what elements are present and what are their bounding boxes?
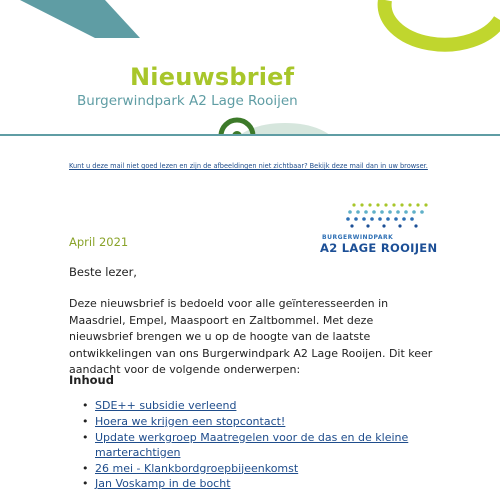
header-divider <box>0 134 500 136</box>
table-of-contents <box>78 398 438 492</box>
logo-small-text: BURGERWINDPARK <box>322 234 394 241</box>
windpark-logo <box>318 202 438 255</box>
lime-arc-shape <box>385 0 500 45</box>
toc-item <box>78 461 438 476</box>
teal-band-shape <box>20 0 140 38</box>
newsletter-header <box>0 0 500 136</box>
toc-item <box>78 398 438 413</box>
toc-item <box>78 476 438 491</box>
newsletter-date: April 2021 <box>69 235 129 249</box>
toc-link-klankbordgroep[interactable]: 26 mei - Klankbordgroepbijeenkomst <box>95 461 299 475</box>
toc-link-werkgroep-das[interactable]: Update werkgroep Maatregelen voor de das en de kleine marterachtigen <box>95 430 409 459</box>
greeting: Beste lezer, <box>69 265 137 279</box>
toc-link-stopcontact[interactable]: Hoera we krijgen een stopcontact! <box>95 414 286 428</box>
toc-item <box>78 414 438 429</box>
view-in-browser-link[interactable]: Kunt u deze mail niet goed lezen en zijn de afbeeldingen niet zichtbaar? Bekijk deze mail dan in uw browser. <box>69 162 428 170</box>
newsletter-title: Nieuwsbrief <box>130 63 295 91</box>
newsletter-subtitle: Burgerwindpark A2 Lage Rooijen <box>77 93 298 109</box>
toc-title: Inhoud <box>69 373 114 387</box>
logo-dots-graphic <box>318 202 432 234</box>
toc-link-jan-voskamp[interactable]: Jan Voskamp in de bocht <box>95 477 231 491</box>
logo-main-text: A2 LAGE ROOIJEN <box>320 241 438 255</box>
toc-link-sde-subsidie[interactable]: SDE++ subsidie verleend <box>95 399 237 412</box>
toc-item <box>78 430 438 460</box>
intro-paragraph: Deze nieuwsbrief is bedoeld voor alle geïnteresseerden in Maasdriel, Empel, Maaspoort en Zaltbommel. Met deze nieuwsbrief brengen we u op de hoogte van de laatste ontwikkelingen van ons Burgerwindpark A2 Lage Rooijen. Dit keer aandacht voor de volgende onderwerpen: <box>69 297 433 376</box>
